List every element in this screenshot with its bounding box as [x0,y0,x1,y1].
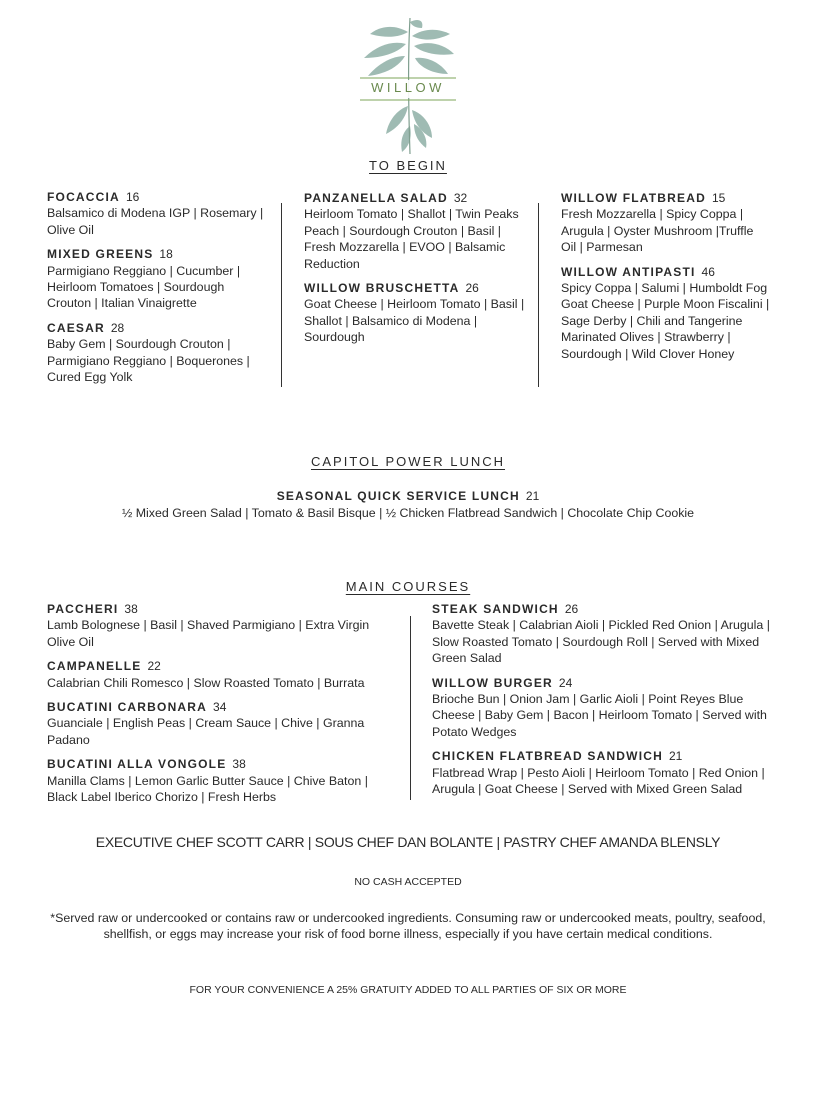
menu-item-name: WILLOW BURGER [432,675,553,690]
willow-logo [358,14,458,158]
menu-item-price: 21 [668,749,683,764]
menu-item [47,601,385,650]
menu-item-description: Heirloom Tomato | Shallot | Twin Peaks Peach | Sourdough Crouton | Basil | Fresh Mozzarella | EVOO | Balsamic Reduction [304,207,519,271]
menu-item-name: WILLOW FLATBREAD [561,191,706,205]
menu-item [432,601,770,667]
menu-item-price: 24 [558,675,573,690]
menu-item-name: WILLOW BRUSCHETTA [304,281,460,296]
menu-item [561,264,771,362]
menu-item-description: Flatbread Wrap | Pesto Aioli | Heirloom Tomato | Red Onion | Arugula | Goat Cheese | Served with Mixed Green Salad [432,765,765,797]
menu-item-description: Spicy Coppa | Salumi | Humboldt Fog Goat Cheese | Purple Moon Fiscalini | Sage Derby | Chili and Tangerine Marinated Olives | Strawberry | Sourdough | Wild Clover Honey [561,281,770,361]
menu-item-description: Calabrian Chili Romesco | Slow Roasted Tomato | Burrata [47,675,365,690]
menu-item-description: Brioche Bun | Onion Jam | Garlic Aioli | Point Reyes Blue Cheese | Baby Gem | Bacon | Heirloom Tomato | Served with Potato Wedges [432,692,767,739]
menu-item-description: Guanciale | English Peas | Cream Sauce | Chive | Granna Padano [47,716,365,747]
menu-item-description: Baby Gem | Sourdough Crouton | Parmigiano Reggiano | Boquerones | Cured Egg Yolk [47,337,250,385]
menu-item [432,675,770,741]
menu-item-price: 28 [110,320,125,335]
power-lunch-item-desc: ½ Mixed Green Salad | Tomato & Basil Bisque | ½ Chicken Flatbread Sandwich | Chocolate Chip Cookie [121,506,695,520]
menu-item-name: BUCATINI CARBONARA [47,700,208,715]
to-begin-title: TO BEGIN [369,158,447,173]
menu-item-description: Bavette Steak | Calabrian Aioli | Pickled Red Onion | Arugula | Slow Roasted Tomato | Sourdough Roll | Served with Mixed Green Salad [432,618,770,666]
menu-item [47,658,385,691]
no-cash-notice: NO CASH ACCEPTED [354,876,462,888]
main-courses-col-1 [47,601,385,813]
menu-item-description: Goat Cheese | Heirloom Tomato | Basil | Shallot | Balsamico di Modena | Sourdough [304,297,525,345]
menu-item-name: MIXED GREENS [47,247,154,262]
to-begin-col-2 [304,190,526,354]
menu-item-price: 18 [159,247,173,262]
menu-item-price: 38 [124,602,138,616]
menu-item [47,320,269,386]
menu-item-name: FOCACCIA [47,190,120,204]
menu-item [304,190,526,272]
menu-item-name: PANZANELLA SALAD [304,191,448,205]
main-courses-col-2 [432,601,770,805]
menu-item-description: Balsamico di Modena IGP | Rosemary | Olive Oil [47,206,264,237]
food-safety-warning: *Served raw or undercooked or contains raw or undercooked ingredients. Consuming raw or undercooked meats, poultry, seafood, shellfish, or eggs may increase your risk of food borne illness, especially if you have certain medical conditions. [50,911,766,942]
menu-item-name: CAMPANELLE [47,659,142,674]
menu-item [47,699,385,748]
menu-item-price: 46 [701,264,715,279]
to-begin-col-3 [561,190,771,370]
menu-item-name: PACCHERI [47,602,119,616]
menu-item-price: 22 [147,659,161,674]
menu-item-description: Fresh Mozzarella | Spicy Coppa | Arugula | Oyster Mushroom |Truffle Oil | Parmesan [561,207,754,255]
chef-credits: EXECUTIVE CHEF SCOTT CARR | SOUS CHEF DAN BOLANTE | PASTRY CHEF AMANDA BLENSLY [95,834,721,850]
menu-item [47,756,385,805]
column-divider [281,203,282,387]
menu-item [304,280,526,346]
menu-item-name: CHICKEN FLATBREAD SANDWICH [432,749,663,764]
menu-item-price: 15 [711,191,726,205]
power-lunch-item-name: SEASONAL QUICK SERVICE LUNCH [276,489,520,503]
menu-item-name: BUCATINI ALLA VONGOLE [47,757,227,772]
menu-item-description: Lamb Bolognese | Basil | Shaved Parmigiano | Extra Virgin Olive Oil [47,618,370,649]
logo-text: WILLOW [371,80,445,95]
menu-item-price: 26 [465,281,479,296]
column-divider [538,203,539,387]
main-courses-title: MAIN COURSES [345,579,471,594]
gratuity-notice: FOR YOUR CONVENIENCE A 25% GRATUITY ADDED TO ALL PARTIES OF SIX OR MORE [189,984,627,996]
column-divider [410,616,411,800]
power-lunch-item-price: 21 [525,489,540,503]
menu-item-price: 34 [213,700,227,715]
menu-item-name: CAESAR [47,320,105,335]
menu-item-name: WILLOW ANTIPASTI [561,264,696,279]
menu-item [432,748,770,797]
menu-item-description: Parmigiano Reggiano | Cucumber | Heirloom Tomatoes | Sourdough Crouton | Italian Vinaigrette [47,263,241,311]
menu-item-price: 32 [453,191,468,205]
to-begin-col-1 [47,189,269,393]
menu-item [47,189,269,238]
menu-item-description: Manilla Clams | Lemon Garlic Butter Sauce | Chive Baton | Black Label Iberico Chorizo | Fresh Herbs [47,773,368,805]
menu-item-price: 16 [125,190,140,204]
power-lunch-title: CAPITOL POWER LUNCH [310,454,506,469]
menu-item-price: 38 [232,757,246,772]
menu-item [561,190,771,256]
menu-item [47,246,269,312]
menu-item-name: STEAK SANDWICH [432,602,559,616]
menu-item-price: 26 [564,602,579,616]
power-lunch-item [0,489,816,503]
